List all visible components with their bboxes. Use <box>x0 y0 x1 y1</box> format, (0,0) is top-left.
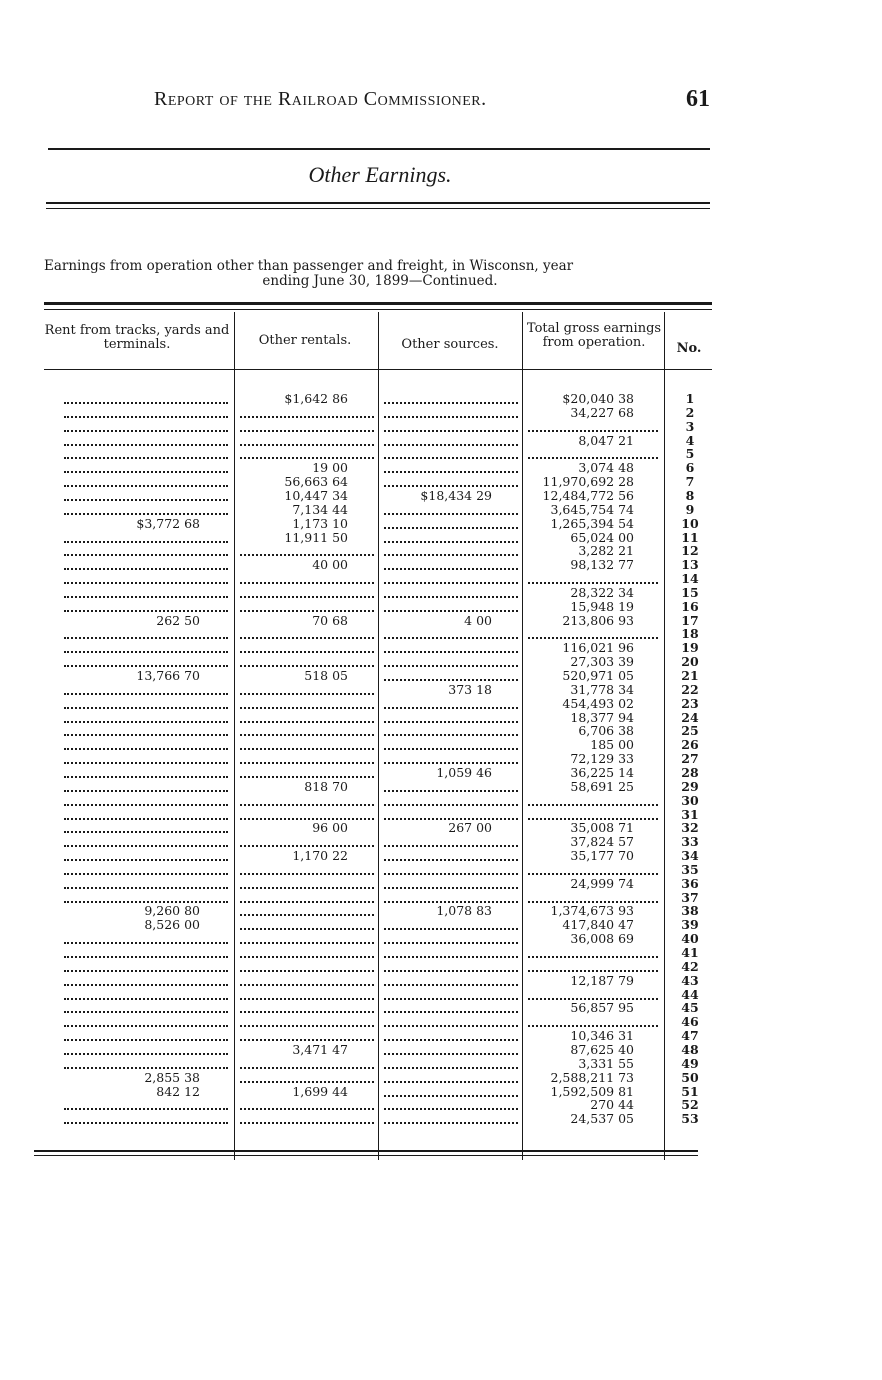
row-number: 36 <box>681 876 699 891</box>
cell-total: 3,645,754 74 <box>550 503 634 517</box>
row-number: 30 <box>681 793 699 808</box>
leader-dots <box>240 928 374 930</box>
section-title: Other Earnings. <box>308 162 452 187</box>
leader-dots <box>240 457 374 459</box>
cell-total: $20,040 38 <box>562 392 634 406</box>
cell-total: 56,857 95 <box>570 1001 634 1015</box>
leader-dots <box>384 1095 518 1097</box>
row-number: 4 <box>685 433 695 448</box>
cell-total: 28,322 34 <box>570 586 634 600</box>
leader-dots <box>240 804 374 806</box>
column-divider-1 <box>234 312 235 1160</box>
row-number: 42 <box>681 959 699 974</box>
cell-total: 98,132 77 <box>570 558 634 572</box>
row-number: 9 <box>685 502 695 517</box>
leader-dots <box>384 1025 518 1027</box>
leader-dots <box>64 430 228 432</box>
leader-dots <box>528 901 658 903</box>
leader-dots <box>64 831 228 833</box>
leader-dots <box>240 1011 374 1013</box>
cell-total: 72,129 33 <box>570 752 634 766</box>
leader-dots <box>384 790 518 792</box>
leader-dots <box>64 1067 228 1069</box>
row-number: 39 <box>681 917 699 932</box>
leader-dots <box>240 970 374 972</box>
row-number: 33 <box>681 834 699 849</box>
running-title: Report of the Railroad Commissioner. <box>154 88 487 110</box>
leader-dots <box>384 1108 518 1110</box>
leader-dots <box>384 485 518 487</box>
leader-dots <box>64 859 228 861</box>
column-header-other-sources: Other sources. <box>401 337 499 352</box>
row-number: 1 <box>685 391 695 406</box>
cell-other-rentals: 1,170 22 <box>292 849 348 863</box>
cell-total: 15,948 19 <box>570 600 634 614</box>
cell-other-rentals: 40 00 <box>312 558 348 572</box>
cell-total: 35,008 71 <box>570 821 634 835</box>
leader-dots <box>64 637 228 639</box>
row-number: 27 <box>681 751 699 766</box>
cell-other-rentals: 56,663 64 <box>284 475 348 489</box>
leader-dots <box>384 554 518 556</box>
leader-dots <box>528 804 658 806</box>
leader-dots <box>384 818 518 820</box>
leader-dots <box>64 402 228 404</box>
row-number: 53 <box>681 1111 699 1126</box>
row-number: 41 <box>681 945 699 960</box>
leader-dots <box>64 998 228 1000</box>
column-divider-4 <box>664 312 665 1160</box>
column-divider-2 <box>378 312 379 1160</box>
page-number: 61 <box>686 86 710 112</box>
leader-dots <box>528 582 658 584</box>
row-number: 13 <box>681 557 699 572</box>
leader-dots <box>64 471 228 473</box>
leader-dots <box>240 984 374 986</box>
leader-dots <box>240 998 374 1000</box>
cell-total: 8,047 21 <box>578 434 634 448</box>
leader-dots <box>384 707 518 709</box>
leader-dots <box>64 457 228 459</box>
header-rule-top <box>48 148 710 150</box>
leader-dots <box>64 956 228 958</box>
row-number: 8 <box>685 488 695 503</box>
cell-rent: 842 12 <box>156 1085 200 1099</box>
leader-dots <box>64 568 228 570</box>
column-header-rent: Rent from tracks, yards and terminals. <box>44 323 230 352</box>
leader-dots <box>64 1108 228 1110</box>
cell-other-rentals: 96 00 <box>312 821 348 835</box>
row-number: 45 <box>681 1000 699 1015</box>
leader-dots <box>64 804 228 806</box>
leader-dots <box>384 679 518 681</box>
cell-total: 185 00 <box>590 738 634 752</box>
leader-dots <box>384 942 518 944</box>
cell-other-sources: 1,059 46 <box>436 766 492 780</box>
row-number: 14 <box>681 571 699 586</box>
row-number: 50 <box>681 1070 699 1085</box>
row-number: 24 <box>681 710 699 725</box>
leader-dots <box>64 887 228 889</box>
cell-other-rentals: 11,911 50 <box>284 531 348 545</box>
leader-dots <box>384 734 518 736</box>
cell-total: 12,484,772 56 <box>542 489 634 503</box>
leader-dots <box>384 582 518 584</box>
leader-dots <box>64 818 228 820</box>
cell-other-rentals: 818 70 <box>304 780 348 794</box>
leader-dots <box>384 845 518 847</box>
leader-dots <box>240 901 374 903</box>
leader-dots <box>64 845 228 847</box>
row-number: 49 <box>681 1056 699 1071</box>
table-top-rule <box>44 302 712 305</box>
table-bottom-rule-thin <box>34 1155 698 1156</box>
cell-total: 2,588,211 73 <box>550 1071 634 1085</box>
leader-dots <box>240 707 374 709</box>
cell-total: 35,177 70 <box>570 849 634 863</box>
row-number: 20 <box>681 654 699 669</box>
cell-total: 454,493 02 <box>562 697 634 711</box>
cell-total: 87,625 40 <box>570 1043 634 1057</box>
leader-dots <box>64 416 228 418</box>
leader-dots <box>240 776 374 778</box>
cell-other-sources: $18,434 29 <box>420 489 492 503</box>
leader-dots <box>384 998 518 1000</box>
cell-total: 1,374,673 93 <box>550 904 634 918</box>
leader-dots <box>240 693 374 695</box>
leader-dots <box>240 887 374 889</box>
cell-total: 36,225 14 <box>570 766 634 780</box>
leader-dots <box>64 444 228 446</box>
cell-total: 213,806 93 <box>562 614 634 628</box>
leader-dots <box>384 1122 518 1124</box>
cell-total: 27,303 39 <box>570 655 634 669</box>
cell-other-sources: 373 18 <box>448 683 492 697</box>
row-number: 7 <box>685 474 695 489</box>
leader-dots <box>64 1011 228 1013</box>
leader-dots <box>240 1025 374 1027</box>
leader-dots <box>384 721 518 723</box>
leader-dots <box>240 637 374 639</box>
leader-dots <box>528 970 658 972</box>
leader-dots <box>240 1108 374 1110</box>
leader-dots <box>384 887 518 889</box>
cell-other-rentals: 518 05 <box>304 669 348 683</box>
caption-line-1: Earnings from operation other than passenger and freight, in Wisconsn, year <box>44 258 574 274</box>
leader-dots <box>240 582 374 584</box>
row-number: 25 <box>681 723 699 738</box>
leader-dots <box>528 430 658 432</box>
leader-dots <box>64 762 228 764</box>
leader-dots <box>64 790 228 792</box>
row-number: 3 <box>685 419 695 434</box>
row-number: 47 <box>681 1028 699 1043</box>
row-number: 43 <box>681 973 699 988</box>
cell-other-sources: 267 00 <box>448 821 492 835</box>
table-bottom-rule <box>34 1150 698 1152</box>
leader-dots <box>240 818 374 820</box>
row-number: 31 <box>681 807 699 822</box>
cell-total: 11,970,692 28 <box>542 475 634 489</box>
cell-other-rentals: 70 68 <box>312 614 348 628</box>
cell-total: 3,074 48 <box>578 461 634 475</box>
column-header-other-rentals: Other rentals. <box>258 333 352 348</box>
row-number: 16 <box>681 599 699 614</box>
row-number: 18 <box>681 626 699 641</box>
cell-total: 36,008 69 <box>570 932 634 946</box>
leader-dots <box>240 1039 374 1041</box>
leader-dots <box>528 956 658 958</box>
cell-other-rentals: 1,173 10 <box>292 517 348 531</box>
row-number: 52 <box>681 1097 699 1112</box>
leader-dots <box>384 859 518 861</box>
leader-dots <box>64 1053 228 1055</box>
leader-dots <box>64 541 228 543</box>
leader-dots <box>384 637 518 639</box>
cell-total: 1,592,509 81 <box>550 1085 634 1099</box>
running-head <box>150 88 710 112</box>
column-divider-3 <box>522 312 523 1160</box>
header-rule-bottom-1 <box>46 202 710 204</box>
leader-dots <box>384 1081 518 1083</box>
leader-dots <box>240 1081 374 1083</box>
row-number: 44 <box>681 987 699 1002</box>
row-number: 11 <box>681 530 699 545</box>
row-number: 29 <box>681 779 699 794</box>
leader-dots <box>384 748 518 750</box>
row-number: 17 <box>681 613 699 628</box>
leader-dots <box>528 998 658 1000</box>
leader-dots <box>240 610 374 612</box>
cell-other-rentals: 1,699 44 <box>292 1085 348 1099</box>
leader-dots <box>384 568 518 570</box>
leader-dots <box>384 416 518 418</box>
leader-dots <box>384 970 518 972</box>
cell-other-rentals: 7,134 44 <box>292 503 348 517</box>
cell-total: 417,840 47 <box>562 918 634 932</box>
row-number: 34 <box>681 848 699 863</box>
leader-dots <box>64 707 228 709</box>
leader-dots <box>384 762 518 764</box>
leader-dots <box>240 1122 374 1124</box>
cell-other-rentals: 10,447 34 <box>284 489 348 503</box>
cell-total: 18,377 94 <box>570 711 634 725</box>
leader-dots <box>64 748 228 750</box>
leader-dots <box>384 527 518 529</box>
row-number: 15 <box>681 585 699 600</box>
leader-dots <box>64 1025 228 1027</box>
cell-rent: 9,260 80 <box>144 904 200 918</box>
leader-dots <box>64 693 228 695</box>
row-number: 51 <box>681 1084 699 1099</box>
leader-dots <box>240 845 374 847</box>
leader-dots <box>384 804 518 806</box>
leader-dots <box>384 444 518 446</box>
row-number: 35 <box>681 862 699 877</box>
leader-dots <box>384 873 518 875</box>
leader-dots <box>528 1025 658 1027</box>
cell-total: 10,346 31 <box>570 1029 634 1043</box>
row-number: 40 <box>681 931 699 946</box>
leader-dots <box>384 928 518 930</box>
leader-dots <box>64 596 228 598</box>
row-number: 46 <box>681 1014 699 1029</box>
leader-dots <box>64 610 228 612</box>
leader-dots <box>64 582 228 584</box>
row-number: 28 <box>681 765 699 780</box>
cell-rent: 2,855 38 <box>144 1071 200 1085</box>
row-number: 10 <box>681 516 699 531</box>
leader-dots <box>528 637 658 639</box>
row-number: 5 <box>685 446 695 461</box>
leader-dots <box>64 942 228 944</box>
leader-dots <box>64 499 228 501</box>
row-number: 12 <box>681 543 699 558</box>
column-header-no: No. <box>676 341 702 356</box>
row-number: 26 <box>681 737 699 752</box>
row-number: 19 <box>681 640 699 655</box>
leader-dots <box>384 956 518 958</box>
leader-dots <box>240 430 374 432</box>
leader-dots <box>240 734 374 736</box>
leader-dots <box>64 776 228 778</box>
table-caption <box>44 259 716 289</box>
row-number: 32 <box>681 820 699 835</box>
cell-total: 1,265,394 54 <box>550 517 634 531</box>
leader-dots <box>384 901 518 903</box>
leader-dots <box>384 471 518 473</box>
leader-dots <box>240 942 374 944</box>
leader-dots <box>64 873 228 875</box>
leader-dots <box>64 1039 228 1041</box>
leader-dots <box>384 1011 518 1013</box>
leader-dots <box>384 651 518 653</box>
cell-total: 116,021 96 <box>562 641 634 655</box>
cell-total: 65,024 00 <box>570 531 634 545</box>
leader-dots <box>528 873 658 875</box>
leader-dots <box>384 1067 518 1069</box>
leader-dots <box>528 457 658 459</box>
leader-dots <box>64 513 228 515</box>
cell-total: 58,691 25 <box>570 780 634 794</box>
leader-dots <box>64 984 228 986</box>
row-number: 38 <box>681 903 699 918</box>
row-number: 6 <box>685 460 695 475</box>
leader-dots <box>384 513 518 515</box>
leader-dots <box>64 651 228 653</box>
leader-dots <box>240 554 374 556</box>
leader-dots <box>64 665 228 667</box>
row-number: 21 <box>681 668 699 683</box>
row-number: 48 <box>681 1042 699 1057</box>
cell-total: 24,537 05 <box>570 1112 634 1126</box>
leader-dots <box>64 1122 228 1124</box>
leader-dots <box>240 762 374 764</box>
cell-total: 520,971 05 <box>562 669 634 683</box>
leader-dots <box>64 554 228 556</box>
cell-other-sources: 1,078 83 <box>436 904 492 918</box>
cell-total: 6,706 38 <box>578 724 634 738</box>
leader-dots <box>384 430 518 432</box>
leader-dots <box>64 734 228 736</box>
cell-total: 270 44 <box>590 1098 634 1112</box>
cell-rent: 13,766 70 <box>136 669 200 683</box>
leader-dots <box>240 416 374 418</box>
leader-dots <box>240 873 374 875</box>
table-top-rule-thin <box>44 309 712 310</box>
leader-dots <box>384 984 518 986</box>
cell-total: 12,187 79 <box>570 974 634 988</box>
header-rule-bottom-2 <box>46 208 710 209</box>
row-number: 23 <box>681 696 699 711</box>
leader-dots <box>384 1053 518 1055</box>
caption-line-2: ending June 30, 1899—Continued. <box>262 273 498 289</box>
cell-rent: $3,772 68 <box>136 517 200 531</box>
cell-other-rentals: $1,642 86 <box>284 392 348 406</box>
row-number: 22 <box>681 682 699 697</box>
cell-rent: 262 50 <box>156 614 200 628</box>
leader-dots <box>64 901 228 903</box>
cell-total: 3,331 55 <box>578 1057 634 1071</box>
leader-dots <box>384 665 518 667</box>
leader-dots <box>384 610 518 612</box>
leader-dots <box>384 402 518 404</box>
leader-dots <box>64 721 228 723</box>
leader-dots <box>64 485 228 487</box>
row-number: 37 <box>681 890 699 905</box>
cell-other-rentals: 19 00 <box>312 461 348 475</box>
cell-other-rentals: 3,471 47 <box>292 1043 348 1057</box>
leader-dots <box>384 1039 518 1041</box>
leader-dots <box>240 956 374 958</box>
leader-dots <box>528 818 658 820</box>
leader-dots <box>240 748 374 750</box>
cell-total: 24,999 74 <box>570 877 634 891</box>
cell-total: 37,824 57 <box>570 835 634 849</box>
cell-other-sources: 4 00 <box>464 614 492 628</box>
leader-dots <box>384 596 518 598</box>
leader-dots <box>240 1067 374 1069</box>
leader-dots <box>240 665 374 667</box>
cell-total: 31,778 34 <box>570 683 634 697</box>
leader-dots <box>384 457 518 459</box>
leader-dots <box>384 541 518 543</box>
leader-dots <box>240 596 374 598</box>
cell-rent: 8,526 00 <box>144 918 200 932</box>
earnings-table <box>44 302 712 1162</box>
leader-dots <box>240 721 374 723</box>
leader-dots <box>240 444 374 446</box>
column-header-total-gross: Total gross earnings from operation. <box>526 321 662 350</box>
row-number: 2 <box>685 405 695 420</box>
cell-total: 3,282 21 <box>578 544 634 558</box>
leader-dots <box>64 970 228 972</box>
leader-dots <box>240 914 374 916</box>
leader-dots <box>240 651 374 653</box>
cell-total: 34,227 68 <box>570 406 634 420</box>
